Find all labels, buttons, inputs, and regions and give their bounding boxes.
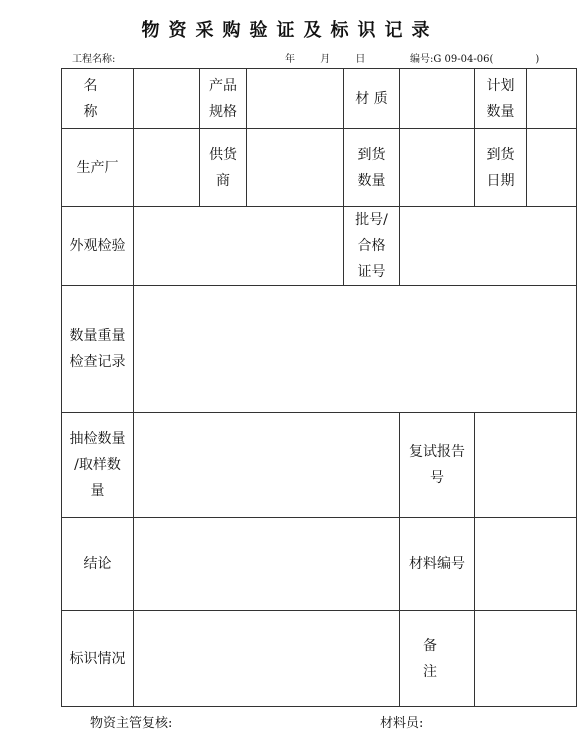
spec-label-cell <box>200 69 247 129</box>
marking-label: 标识情况 <box>69 650 126 667</box>
retest-label-line-2: 号 <box>430 470 444 486</box>
retest-label-line-1: 复试报告 <box>409 444 465 460</box>
qty-weight-label-line-2: 检查记录 <box>69 354 126 370</box>
record-form-table <box>61 68 577 707</box>
month-label: 月 <box>320 54 331 65</box>
material-value-cell[interactable] <box>400 69 475 129</box>
marking-label-cell <box>62 611 134 707</box>
manufacturer-value-cell[interactable] <box>134 129 200 207</box>
batch-value-cell[interactable] <box>400 207 577 286</box>
sample-label-cell <box>62 413 134 518</box>
sample-label-line-1: 抽检数量 <box>69 431 126 447</box>
arrival-date-value-cell[interactable] <box>527 129 577 207</box>
arrival-qty-value-cell[interactable] <box>400 129 475 207</box>
batch-label-line-2: 合格 <box>357 238 386 254</box>
remarks-value-cell[interactable] <box>475 611 577 707</box>
supplier-label-cell <box>200 129 247 207</box>
plan-qty-value-cell[interactable] <box>527 69 577 129</box>
project-name-label: 工程名称: <box>72 54 116 65</box>
form-code <box>410 50 539 65</box>
form-code-close: ) <box>535 54 540 65</box>
qty-weight-label-line-1: 数量重量 <box>69 328 126 344</box>
arrival-date-label-line-2: 日期 <box>486 172 515 189</box>
plan-qty-label-line-2: 数量 <box>486 103 515 120</box>
material-no-label: 材料编号 <box>409 556 465 572</box>
form-code-label: 编号:G 09-04-06( <box>410 54 494 65</box>
arrival-qty-label-cell <box>344 129 400 207</box>
name-label-cell <box>62 69 134 129</box>
marking-value-cell[interactable] <box>134 611 400 707</box>
batch-label-line-3: 证号 <box>357 264 386 280</box>
material-label-cell <box>344 69 400 129</box>
name-label: 名 称 <box>83 77 112 120</box>
batch-label-line-1: 批号/ <box>355 212 388 228</box>
plan-qty-label-line-1: 计划 <box>486 77 515 94</box>
remarks-label-cell <box>400 611 475 707</box>
year-label: 年 <box>285 54 295 65</box>
arrival-qty-label-line-2: 数量 <box>357 172 386 189</box>
manufacturer-label-cell <box>62 129 134 207</box>
qty-weight-value-cell[interactable] <box>134 286 577 413</box>
form-row-7 <box>62 611 577 707</box>
conclusion-value-cell[interactable] <box>134 518 400 611</box>
plan-qty-label-cell <box>475 69 527 129</box>
sample-label-line-3: 量 <box>90 483 105 499</box>
sample-value-cell[interactable] <box>134 413 400 518</box>
arrival-date-label-line-1: 到货 <box>486 146 515 163</box>
appearance-value-cell[interactable] <box>134 207 344 286</box>
material-label: 材 质 <box>355 90 388 107</box>
form-row-3 <box>62 207 577 286</box>
arrival-qty-label-line-1: 到货 <box>357 146 386 163</box>
qty-weight-label-cell <box>62 286 134 413</box>
supplier-label-line-1: 供货 <box>209 146 237 163</box>
form-row-5 <box>62 413 577 518</box>
material-no-label-cell <box>400 518 475 611</box>
conclusion-label: 结论 <box>83 556 112 572</box>
retest-value-cell[interactable] <box>475 413 577 518</box>
manufacturer-label: 生产厂 <box>76 159 119 176</box>
conclusion-label-cell <box>62 518 134 611</box>
date-labels <box>285 50 387 65</box>
form-row-1 <box>62 69 577 129</box>
spec-label-line-2: 规格 <box>209 103 237 120</box>
appearance-label-cell <box>62 207 134 286</box>
material-clerk-label: 材料员: <box>380 716 424 731</box>
supplier-label-line-2: 商 <box>216 172 230 189</box>
form-row-6 <box>62 518 577 611</box>
manager-review-label: 物资主管复核: <box>90 716 173 731</box>
arrival-date-label-cell <box>475 129 527 207</box>
appearance-label: 外观检验 <box>69 238 126 254</box>
sample-label-line-2: /取样数 <box>74 457 121 473</box>
day-label: 日 <box>355 54 366 65</box>
retest-label-cell <box>400 413 475 518</box>
form-row-4 <box>62 286 577 413</box>
spec-value-cell[interactable] <box>247 69 344 129</box>
batch-label-cell <box>344 207 400 286</box>
form-row-2 <box>62 129 577 207</box>
remarks-label: 备 注 <box>423 637 451 680</box>
form-title: 物资采购验证及标识记录 <box>141 20 439 41</box>
name-value-cell[interactable] <box>134 69 200 129</box>
spec-label-line-1: 产品 <box>209 77 237 94</box>
material-no-value-cell[interactable] <box>475 518 577 611</box>
supplier-value-cell[interactable] <box>247 129 344 207</box>
